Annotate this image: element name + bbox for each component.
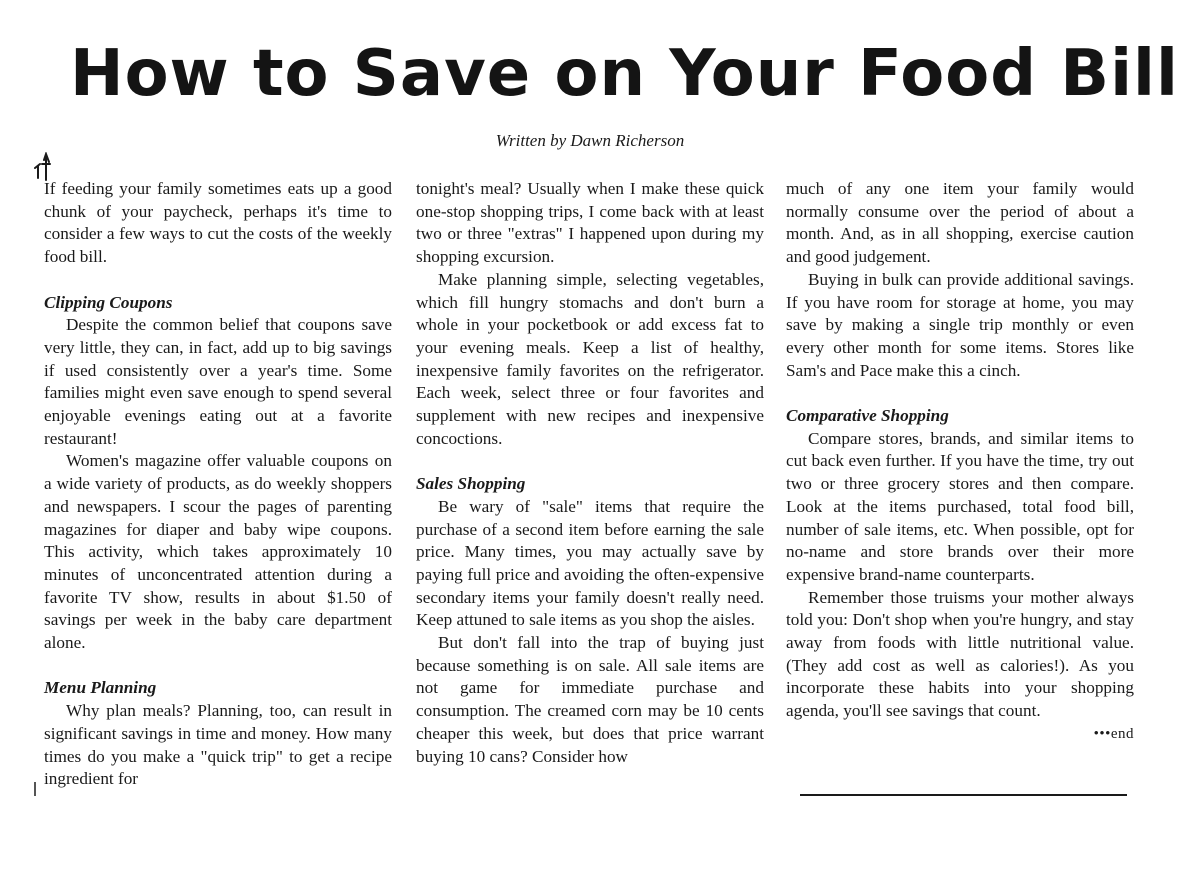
byline: Written by Dawn Richerson <box>495 131 685 150</box>
intro-paragraph: If feeding your family sometimes eats up a good chunk of your paycheck, perhaps it's time to consider a few ways to cut the costs of the weekly food bill. <box>44 179 392 267</box>
coupons-paragraph-2: Women's magazine offer valuable coupons on a wide variety of products, as do weekly shoppers and newspapers. I scour the pages of parenting magazines for diaper and baby wipe coupons. This activity, which takes approximately 10 minutes of unconcentrated attention during a favorite TV show, results in about $1.50 of savings per week in the baby care department alone. <box>44 451 392 653</box>
column-2 <box>416 178 764 768</box>
menu-paragraph-1a: Why plan meals? Planning, too, can result in significant savings in time and money. How many times do you make a "quick trip" to get a recipe ingredient for <box>44 701 392 789</box>
heading-menu-planning: Menu Planning <box>44 678 157 698</box>
menu-paragraph-2: Make planning simple, selecting vegetables, which fill hungry stomachs and don't burn a whole in your pocketbook or add excess fat to your evening meals. Keep a list of healthy, inexpensive family favorites on the refrigerator. Each week, select three or four favorites and supplement with new recipes and inexpensive concoctions. <box>416 269 764 448</box>
column-3 <box>786 178 1134 746</box>
sales-paragraph-3: Buying in bulk can provide additional savings. If you have room for storage at home, you may save by making a single trip monthly or even every other month for some items. Stores like Sam's and Pace make this a cinch. <box>786 269 1134 380</box>
heading-clipping-coupons: Clipping Coupons <box>44 292 173 312</box>
heading-sales-shopping: Sales Shopping <box>416 474 526 494</box>
comparative-paragraph-1: Compare stores, brands, and similar items to cut back even further. If you have the time, try out two or three grocery stores and then compare. Look at the items purchased, total food bill, number of sale items, etc. When possible, opt for no-name and store brands over their more expensive brand-name counterparts. <box>786 428 1134 584</box>
sales-paragraph-2b: much of any one item your family would normally consume over the period of about a month. And, as in all shopping, exercise caution and good judgement. <box>786 179 1134 267</box>
coupons-paragraph-1: Despite the common belief that coupons save very little, they can, in fact, add up to big savings if used consistently over a year's time. Some families might even save enough to spend several enjoyable evenings eating out at a favorite restaurant! <box>44 315 392 448</box>
end-mark: •••end <box>1093 725 1134 742</box>
column-1 <box>44 178 392 791</box>
comparative-paragraph-2: Remember those truisms your mother always told you: Don't shop when you're hungry, and stay away from foods with little nutritional value. (They add cost as well as calories!). As you incorporate these habits into your shopping agenda, you'll see savings that count. <box>786 587 1134 721</box>
end-row <box>786 723 1134 746</box>
sales-paragraph-2a: But don't fall into the trap of buying just because something is on sale. All sale items are not game for immediate purchase and consumption. The creamed corn may be 10 cents cheaper this week, but does that price warrant buying 10 cans? Consider how <box>416 633 764 766</box>
article-title: How to Save on Your Food Bill <box>70 37 1179 111</box>
menu-paragraph-1b: tonight's meal? Usually when I make these quick one-stop shopping trips, I come back with at least two or three "extras" I happened upon during my shopping excursion. <box>416 179 764 267</box>
heading-comparative-shopping: Comparative Shopping <box>786 406 949 426</box>
margin-tick <box>34 782 36 796</box>
end-rule-divider <box>800 794 1127 796</box>
sales-paragraph-1: Be wary of "sale" items that require the purchase of a second item before earning the sale price. Many times, you may actually save by paying full price and avoiding the often-expensive secondary items your family doesn't really need. Keep attuned to sale items as you shop the aisles. <box>416 496 764 630</box>
